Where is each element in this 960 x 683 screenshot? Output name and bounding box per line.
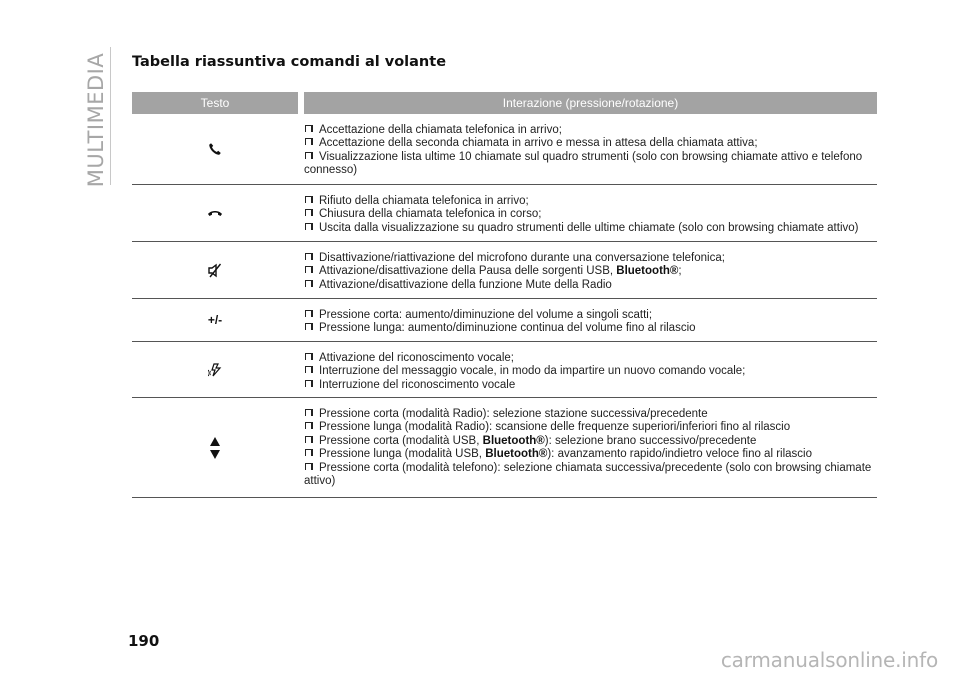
list-item: Attivazione/disattivazione della funzione Mute della Radio xyxy=(304,279,877,292)
table-header xyxy=(132,92,877,114)
key-cell xyxy=(132,398,298,497)
bullet-icon xyxy=(305,209,313,216)
list-item: Attivazione del riconoscimento vocale; xyxy=(304,352,877,365)
table-row xyxy=(132,342,877,398)
bullet-icon xyxy=(305,380,313,387)
list-item: Pressione corta (modalità telefono): selezione chiamata successiva/precedente (solo con browsing chiamate attivo) xyxy=(304,461,872,488)
controls-table xyxy=(132,92,877,498)
phone-answer-icon xyxy=(208,142,222,156)
list-item: Pressione corta (modalità USB, Bluetooth®): selezione brano successivo/precedente xyxy=(304,435,877,448)
key-cell xyxy=(132,242,298,298)
list-item: Interruzione del riconoscimento vocale xyxy=(304,379,877,392)
bluetooth-term: Bluetooth® xyxy=(482,434,545,447)
bullet-icon xyxy=(305,253,313,260)
bullet-icon xyxy=(305,152,313,159)
watermark: carmanualsonline.info xyxy=(720,648,938,672)
header-key: Testo xyxy=(132,92,298,114)
table-row xyxy=(132,242,877,299)
bullet-icon xyxy=(305,449,313,456)
bullet-icon xyxy=(305,125,313,132)
page-title: Tabella riassuntiva comandi al volante xyxy=(132,54,447,70)
section-label: MULTIMEDIA xyxy=(84,52,108,188)
list-item: Accettazione della chiamata telefonica in arrivo; xyxy=(304,124,877,137)
voice-command-icon xyxy=(208,362,222,378)
bullet-icon xyxy=(305,463,313,470)
bullet-icon xyxy=(305,409,313,416)
bullet-icon xyxy=(305,353,313,360)
bullet-icon xyxy=(305,196,313,203)
bluetooth-term: Bluetooth® xyxy=(616,265,679,278)
bullet-icon xyxy=(305,323,313,330)
bullet-icon xyxy=(305,223,313,230)
desc-cell xyxy=(298,299,877,341)
desc-cell xyxy=(298,398,877,497)
key-cell xyxy=(132,185,298,241)
header-desc: Interazione (pressione/rotazione) xyxy=(304,92,877,114)
list-item: Rifiuto della chiamata telefonica in arrivo; xyxy=(304,195,877,208)
bluetooth-term: Bluetooth® xyxy=(485,448,548,461)
table-row xyxy=(132,114,877,185)
list-item: Pressione lunga: aumento/diminuzione continua del volume fino al rilascio xyxy=(304,322,877,335)
list-item: Pressione corta: aumento/diminuzione del volume a singoli scatti; xyxy=(304,309,877,322)
desc-cell xyxy=(298,242,877,298)
list-item: Pressione lunga (modalità Radio): scansione delle frequenze superiori/inferiori fino al rilascio xyxy=(304,421,877,434)
bullet-icon xyxy=(305,436,313,443)
desc-cell xyxy=(298,185,877,241)
list-item: Disattivazione/riattivazione del microfono durante una conversazione telefonica; xyxy=(304,252,877,265)
list-item: Chiusura della chiamata telefonica in corso; xyxy=(304,208,877,221)
list-item: Interruzione del messaggio vocale, in modo da impartire un nuovo comando vocale; xyxy=(304,365,877,378)
bullet-icon xyxy=(305,422,313,429)
phone-hangup-icon xyxy=(207,208,223,218)
bullet-icon xyxy=(305,280,313,287)
list-item: Uscita dalla visualizzazione su quadro strumenti delle ultime chiamate (solo con browsing chiamate attivo) xyxy=(304,222,877,235)
table-row xyxy=(132,398,877,498)
list-item: Attivazione/disattivazione della Pausa delle sorgenti USB, Bluetooth®; xyxy=(304,265,877,278)
arrow-up-icon xyxy=(210,437,220,446)
bullet-icon xyxy=(305,138,313,145)
desc-cell xyxy=(298,342,877,397)
list-item: Visualizzazione lista ultime 10 chiamate sul quadro strumenti (solo con browsing chiamate attivo e telefono connesso) xyxy=(304,150,863,177)
volume-key-label: +/- xyxy=(207,313,223,327)
section-divider xyxy=(110,47,111,185)
list-item: Pressione lunga (modalità USB, Bluetooth®): avanzamento rapido/indietro veloce fino al rilascio xyxy=(304,448,877,461)
mute-icon xyxy=(208,263,222,278)
list-item: Accettazione della seconda chiamata in arrivo e messa in attesa della chiamata attiva; xyxy=(304,137,877,150)
bullet-icon xyxy=(305,266,313,273)
up-down-arrows-icon xyxy=(210,437,220,459)
key-cell xyxy=(132,299,298,341)
table-row xyxy=(132,185,877,242)
list-item: Pressione corta (modalità Radio): selezione stazione successiva/precedente xyxy=(304,408,877,421)
table-row xyxy=(132,299,877,342)
bullet-icon xyxy=(305,366,313,373)
bullet-icon xyxy=(305,310,313,317)
key-cell xyxy=(132,342,298,397)
desc-cell xyxy=(298,114,877,184)
page-number: 190 xyxy=(128,632,160,650)
arrow-down-icon xyxy=(210,450,220,459)
key-cell xyxy=(132,114,298,184)
